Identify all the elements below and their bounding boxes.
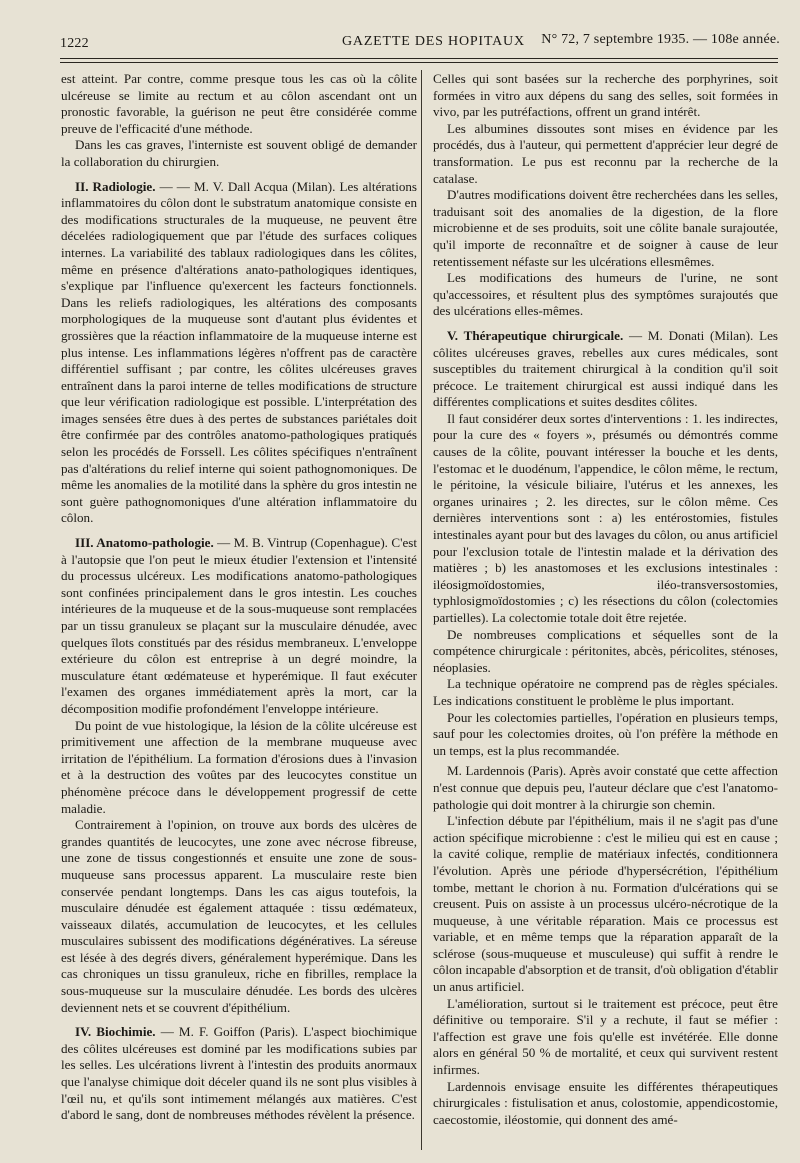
page-number: 1222 bbox=[60, 36, 89, 51]
paragraph: Lardennois envisage ensuite les différentes thérapeutiques chirurgicales : fistulisation et anus, colostomie, appendicostomie, caecostomie, iléostomie, qui donnent des amé- bbox=[433, 1078, 778, 1127]
section-author: — M. B. Vintrup (Copenhague). bbox=[217, 535, 388, 551]
paragraph: Les albumines dissoutes sont mises en évidence par les procédés, dus à l'auteur, qui permettent d'apprécier leur degré de transformation. Le pus est reconnu par la recherche de la catalase. bbox=[433, 120, 778, 186]
paragraph: Dans les cas graves, l'interniste est souvent obligé de demander la collaboration du chirurgien. bbox=[61, 137, 417, 169]
section-heading: II. Radiologie. bbox=[75, 178, 156, 194]
section-author: M. Lardennois (Paris). bbox=[447, 763, 567, 779]
section-anatomo-pathologie bbox=[61, 535, 417, 718]
paragraph: Contrairement à l'opinion, on trouve aux bords des ulcères de grandes quantités de leucocytes, une zone avec nécrose fibreuse, une zone de tissus congestionnés et ensuite une zone de sous-muqueuse sans processus apparent. La musculaire reste bien conservée pendant longtemps. Dans les cas aigus toutefois, la musculaire dénudée est également attaquée : tissu œdémateux, vaisseaux dilatés, accumulation de leucocytes, et les cellules musculaires subissent des modifications dégénératives. La séreuse est lésée à des degrés divers, généralement hyperémique. Dans les cas chroniques un tissu granuleux, riche en fibrilles, remplace la sous-muqueuse sur la musculaire dénudée. Les bords des ulcères deviennent nets et se couvrent d'épithélium. bbox=[61, 817, 417, 1015]
section-author: — — M. V. Dall Acqua (Milan). bbox=[159, 178, 336, 194]
section-lardennois bbox=[433, 763, 778, 813]
section-author: — M. Donati (Milan). bbox=[629, 327, 754, 343]
paragraph: Les modifications des humeurs de l'urine, ne sont qu'accessoires, et résultent plus des symptômes surajoutés que des ulcérations elles-mêmes. bbox=[433, 270, 778, 319]
section-heading: III. Anatomo-pathologie. bbox=[75, 535, 214, 551]
left-column bbox=[61, 71, 417, 1124]
journal-title: GAZETTE DES HOPITAUX bbox=[342, 34, 525, 49]
section-author: — M. F. Goiffon (Paris). bbox=[160, 1024, 299, 1040]
section-text: Les altérations inflammatoires du côlon dont le substratum anatomique consiste en des modifications structurales de la muqueuse, ne peuvent être décelées radiologiquement que par l'étude des surfaces coliques internes. La variabilité des tablaux radiologiques dans les côlites, même en présence d'altérations anato-pathologiques identiques, s'explique par l'influence qu'exercent les facteurs fonctionnels. Dans les reliefs radiologiques, les altérations des composants morphologiques de la muqueuse sont d'autant plus évidentes et grossières que la réaction inflammatoire de la muqueuse interne est plus intense. Les inflammations légères n'offrent pas de caractère différentiel suffisant ; par contre, les côlites ulcéreuses graves entraînent dans la paroi interne de telles modifications de structure que leur vérification radiologique est possible. L'interprétation des images sensées être dues à des pertes de substances pariétales doit être confirmée par des contrôles anatomo-pathologiques pratiqués selon les procédés de Forssell. Les côlites spécifiques n'entraînent pas d'altérations du relief interne qui soient pathognomoniques. De même les anomalies de la motilité dans la sphère du gros intestin ne sont guère pathognomoniques d'une altération inflammatoire du côlon. bbox=[61, 178, 418, 526]
issue-info: N° 72, 7 septembre 1935. — 108e année. bbox=[541, 32, 780, 47]
section-text: Après avoir constaté que cette affection n'est connue que depuis peu, l'auteur déclare que c'est l'anatomo-pathologie qui doit montrer à la chirurgie son chemin. bbox=[433, 763, 778, 812]
paragraph: L'amélioration, surtout si le traitement est précoce, peut être définitive ou temporaire. S'il y a rechute, il faut se méfier : l'affection est grave une fois qu'elle est invétérée. Elle donne alors en général 50 % de mortalité, et ceux qui survivent restent infirmes. bbox=[433, 995, 778, 1078]
paragraph: D'autres modifications doivent être recherchées dans les selles, traduisant soit des anomalies de la digestion, de la flore microbienne et de ses produits, soit une côlite banale surajoutée, qu'il importe de reconnaître et de soigner à cause de leur retentissement néfaste sur les ulcérations ellesmêmes. bbox=[433, 187, 778, 269]
paragraph: Du point de vue histologique, la lésion de la côlite ulcéreuse est primitivement une affection de la membrane muqueuse avec irritation de l'épithélium. La formation d'érosions dues à l'invasion et à la destruction des voûtes par des leucocytes constitue un phénomène précoce dans le développement progressif de cette maladie. bbox=[61, 717, 417, 816]
section-text: C'est à l'autopsie que l'on peut le mieux étudier l'extension et l'intensité du processus ulcéreux. Les modifications anatomo-pathologiques sont confinées principalement dans le gros intestin. Les couches intérieures de la muqueuse et de la sous-muqueuse sont remplacées par un tissu granuleux se plaçant sur la musculaire dénudée, avec quelques îlots constitués par des résidus membraneux. L'enveloppe extérieure du côlon est entreprise à un degré moindre, la musculature étant œdémateuse et hyperémique. Il faut exécuter l'examen des organes immédiatement après la mort, car la décomposition modifie profondément l'enveloppe intérieure. bbox=[61, 535, 418, 716]
column-separator bbox=[421, 70, 422, 1150]
section-therapeutique bbox=[433, 328, 778, 411]
paragraph: De nombreuses complications et séquelles sont de la compétence chirurgicale : péritonites, abcès, péricolites, sténoses, néoplasies. bbox=[433, 626, 778, 675]
paragraph: La technique opératoire ne comprend pas de règles spéciales. Les indications constituent le problème le plus important. bbox=[433, 676, 778, 708]
header-rule-thin bbox=[60, 62, 778, 63]
paragraph: est atteint. Par contre, comme presque tous les cas où la côlite ulcéreuse se limite au rectum et au côlon ascendant ont un pronostic favorable, la guérison ne peut être considérée comme preuve de l'efficacité d'une méthode. bbox=[61, 71, 417, 136]
page-header bbox=[60, 32, 780, 54]
section-heading: IV. Biochimie. bbox=[75, 1024, 156, 1040]
section-text: L'aspect biochimique des côlites ulcéreuses est dominé par les modifications subies par les selles. Les ulcérations livrent à l'intestin des produits anormaux que l'analyse chimique doit déceler quand ils ne sont plus visibles à l'œil nu, et qu'ils sont intimement mélangés aux matières. C'est d'abord le sang, dont de nombreuses méthodes révèlent la présence. bbox=[61, 1024, 417, 1123]
paragraph: Il faut considérer deux sortes d'interventions : 1. les indirectes, pour la cure des « foyers », présumés ou démontrés comme causes de la côlite, pouvant intéresser la bouche et les dents, l'estomac et le duodénum, l'appendice, le côlon même, le rectum, le péritoine, la vésicule biliaire, l'utérus et les annexes, les organes urinaires ; 2. les directes, sur le côlon même. Ces dernières interventions sont : a) les entérostomies, fistules intestinales ayant pour but des lavages du côlon, ou anus artificiel pour l'exclusion totale de l'intestin malade et la dérivation des matières ; b) les anastomoses et les exclusions intestinales : iléosigmoïdostomies, iléo-transversostomies, typhlosigmoïdostomies ; c) les résections du côlon (colectomies partielles). La colectomie totale doit être rejetée. bbox=[433, 410, 778, 625]
section-biochimie bbox=[61, 1024, 417, 1124]
paragraph: Pour les colectomies partielles, l'opération en plusieurs temps, sauf pour les colectomies droites, où l'on préfère la méthode en un temps, est la plus recommandée. bbox=[433, 709, 778, 758]
paragraph: Celles qui sont basées sur la recherche des porphyrines, soit formées in vitro aux dépens du sang des selles, soit formées in vivo, par les putréfactions, offrent un grand intérêt. bbox=[433, 71, 778, 120]
right-column bbox=[433, 71, 778, 1128]
section-heading: V. Thérapeutique chirurgicale. bbox=[447, 327, 624, 343]
paragraph: L'infection débute par l'épithélium, mais il ne s'agit pas d'une action spécifique microbienne : c'est le milieu qui est en cause ; la cavité colique, remplie de matériaux infectés, conditionnera l'évolution. Après une période d'hypersécrétion, l'épithélium tombe, mettant le chorion à nu. Formation d'ulcérations qui se creusent. Puis on assiste à un processus ulcéro-nécrotique de la muqueuse, à une véritable réparation. Mais ce processus est variable, et en même temps que la réparation apparaît de la sclérose (sous-muqueuse et musculeuse) qui suffit à rendre le côlon incapable d'absorption et de transit, d'où obligation d'établir un anus artificiel. bbox=[433, 813, 778, 995]
header-rule bbox=[60, 58, 778, 59]
section-text: Les côlites ulcéreuses graves, rebelles aux cures médicales, sont susceptibles du traitement chirurgical à la condition qu'il soit précoce. Le traitement chirurgical est aussi indiqué dans les différentes complications et suites desdites côlites. bbox=[433, 327, 778, 410]
section-radiologie bbox=[61, 179, 417, 527]
